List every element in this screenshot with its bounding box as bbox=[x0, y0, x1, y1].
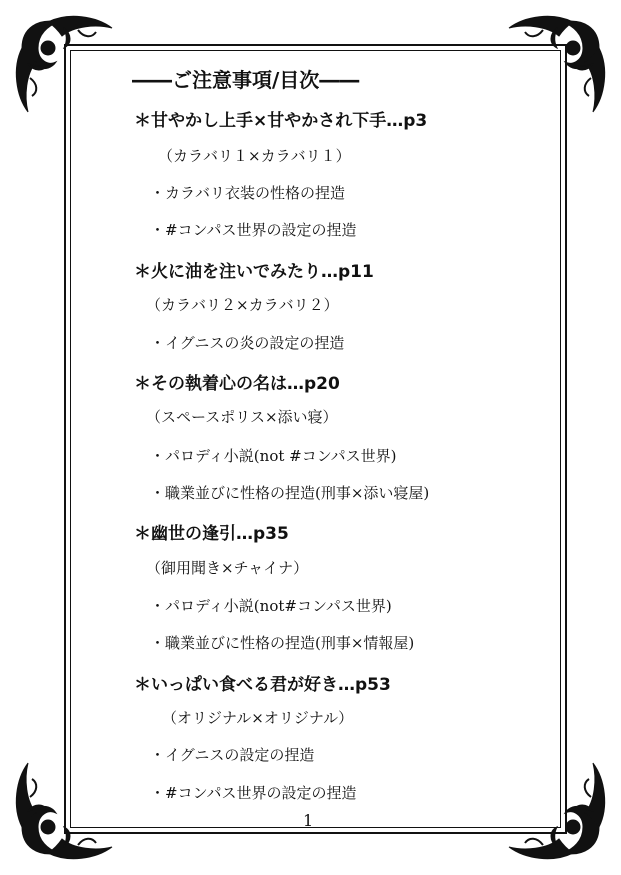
section-pairing: （カラバリ２×カラバリ２） bbox=[146, 296, 339, 314]
section-note: ・イグニスの炎の設定の捏造 bbox=[150, 334, 345, 352]
section-heading: ＊幽世の逢引…p35 bbox=[134, 524, 289, 544]
section-heading: ＊いっぱい食べる君が好き…p53 bbox=[134, 675, 391, 695]
section-pairing: （カラバリ１×カラバリ１） bbox=[158, 147, 351, 165]
section-note: ・職業並びに性格の捏造(刑事×情報屋) bbox=[150, 634, 415, 652]
corner-ornament-top-left bbox=[8, 8, 126, 126]
page-number: 1 bbox=[303, 811, 314, 830]
section-note: ・パロディ小説(not#コンパス世界) bbox=[150, 597, 392, 615]
section-heading: ＊甘やかし上手×甘やかされ下手…p3 bbox=[134, 111, 428, 131]
corner-ornament-top-right bbox=[495, 8, 613, 126]
page-title: ――ご注意事項/目次―― bbox=[132, 68, 360, 92]
section-heading: ＊その執着心の名は…p20 bbox=[134, 374, 340, 394]
section-note: ・#コンパス世界の設定の捏造 bbox=[150, 221, 357, 239]
corner-ornament-bottom-left bbox=[8, 749, 126, 867]
section-heading: ＊火に油を注いでみたり…p11 bbox=[134, 262, 374, 282]
section-pairing: （スペースポリス×添い寝） bbox=[146, 408, 338, 426]
section-note: ・カラバリ衣装の性格の捏造 bbox=[150, 184, 346, 202]
section-note: ・#コンパス世界の設定の捏造 bbox=[150, 784, 357, 802]
corner-ornament-bottom-right bbox=[495, 749, 613, 867]
section-note: ・職業並びに性格の捏造(刑事×添い寝屋) bbox=[150, 484, 430, 502]
section-note: ・イグニスの設定の捏造 bbox=[150, 746, 315, 764]
section-pairing: （オリジナル×オリジナル） bbox=[162, 709, 354, 727]
section-note: ・パロディ小説(not #コンパス世界) bbox=[150, 447, 397, 465]
section-pairing: （御用聞き×チャイナ） bbox=[146, 559, 309, 577]
